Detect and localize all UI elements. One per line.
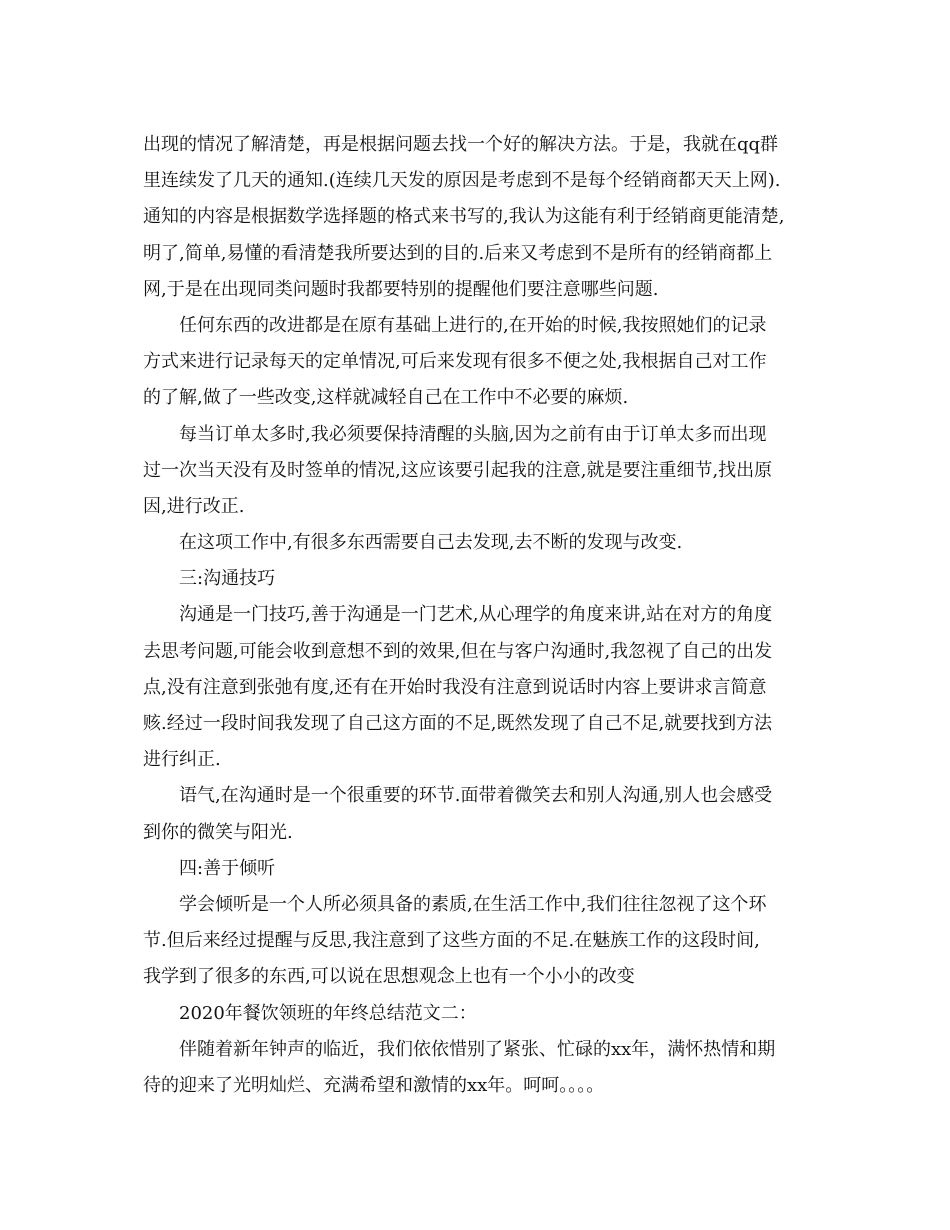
text-line: 出现的情况了解清楚，再是根据问题去找一个好的解决方法。于是，我就在qq群 (143, 134, 779, 155)
text-line: 明了,简单,易懂的看清楚我所要达到的目的.后来又考虑到不是所有的经销商都上 (143, 242, 773, 264)
section-heading: 四:善于倾听 (179, 857, 276, 879)
text-line: 去思考问题,可能会收到意想不到的效果,但在与客户沟通时,我忽视了自己的出发 (143, 640, 773, 662)
paragraph-first-line: 每当订单太多时,我必须要保持清醒的头脑,因为之前有由于订单太多而出现 (179, 423, 767, 445)
text-line: 节.但后来经过提醒与反思,我注意到了这些方面的不足.在魅族工作的这段时间, (143, 930, 760, 952)
text-line: 通知的内容是根据数学选择题的格式来书写的,我认为这能有利于经销商更能清楚, (143, 206, 785, 228)
text-line: 的了解,做了一些改变,这样就减轻自己在工作中不必要的麻烦. (143, 387, 629, 409)
paragraph-first-line: 沟通是一门技巧,善于沟通是一门艺术,从心理学的角度来讲,站在对方的角度 (179, 604, 773, 626)
paragraph-first-line: 语气,在沟通时是一个很重要的环节.面带着微笑去和别人沟通,别人也会感受 (179, 785, 773, 807)
text-line: 点,没有注意到张弛有度,还有在开始时我没有注意到说话时内容上要讲求言简意 (143, 676, 767, 698)
paragraph-first-line: 学会倾听是一个人所必须具备的素质,在生活工作中,我们往往忽视了这个环 (179, 893, 767, 915)
document-body (143, 127, 813, 1104)
paragraph-first-line: 任何东西的改进都是在原有基础上进行的,在开始的时候,我按照她们的记录 (179, 314, 767, 336)
text-line: 方式来进行记录每天的定单情况,可后来发现有很多不便之处,我根据自己对工作 (143, 351, 767, 373)
text-line: 到你的微笑与阳光. (143, 821, 293, 843)
text-line: 赅.经过一段时间我发现了自己这方面的不足,既然发现了自己不足,就要找到方法 (143, 713, 773, 734)
text-line: 里连续发了几天的通知.(连续几天发的原因是考虑到不是每个经销商都天天上网). (143, 170, 781, 192)
section-heading: 2020年餐饮领班的年终总结范文二： (179, 1002, 477, 1024)
paragraph-first-line: 伴随着新年钟声的临近，我们依依惜别了紧张、忙碌的xx年，满怀热情和期 (179, 1038, 776, 1060)
section-heading: 三:沟通技巧 (179, 568, 276, 590)
text-line: 进行纠正. (143, 749, 221, 771)
paragraph-first-line: 在这项工作中,有很多东西需要自己去发现,去不断的发现与改变. (179, 532, 683, 554)
text-line: 待的迎来了光明灿烂、充满希望和激情的xx年。呵呵。。。。 (143, 1074, 605, 1096)
text-line: 过一次当天没有及时签单的情况,这应该要引起我的注意,就是要注重细节,找出原 (143, 459, 773, 481)
text-line: 因,进行改正. (143, 495, 245, 517)
text-line: 网,于是在出现同类问题时我都要特别的提醒他们要注意哪些问题. (143, 278, 659, 300)
text-line: 我学到了很多的东西,可以说在思想观念上也有一个小小的改变 (143, 966, 635, 988)
